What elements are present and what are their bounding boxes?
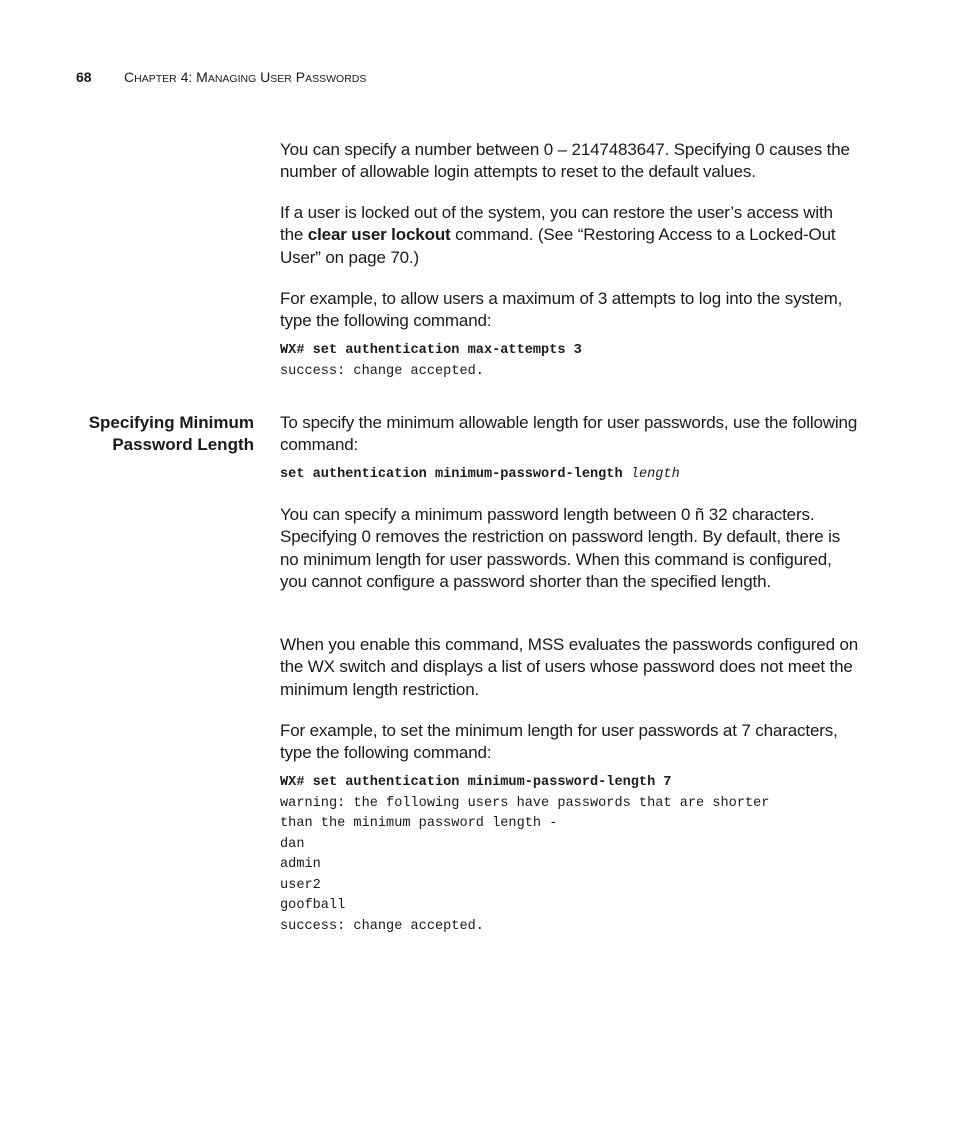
min-length-intro-paragraph: [280, 412, 860, 457]
page-number: 68: [76, 69, 92, 85]
command-syntax: [280, 465, 860, 486]
code-block-max-attempts: [280, 341, 860, 382]
syntax-line: set authentication minimum-password-length length: [280, 467, 680, 482]
body-paragraph: To specify the minimum allowable length for user passwords, use the following command:: [280, 413, 858, 455]
section-heading-line: Specifying Minimum: [88, 413, 254, 432]
body-paragraph: For example, to allow users a maximum of 3 attempts to log into the system, type the following command:: [280, 289, 843, 331]
code-output: success: change accepted.: [280, 363, 484, 379]
code-output-line: warning: the following users have passwords that are shorter: [280, 795, 770, 811]
max-attempts-range-paragraph: [280, 139, 860, 184]
max-attempts-example-paragraph: [280, 288, 860, 333]
code-output-line: success: change accepted.: [280, 918, 484, 934]
min-length-range-paragraph: [280, 504, 860, 593]
code-output-line: dan: [280, 836, 305, 852]
section-heading-line: Password Length: [112, 435, 254, 455]
chapter-title-part: HAPTER: [134, 73, 177, 85]
chapter-title-part: ASSWORDS: [305, 73, 367, 85]
code-output-line: admin: [280, 857, 321, 872]
syntax-argument: length: [630, 467, 680, 482]
command-name: clear user lockout: [307, 225, 451, 245]
chapter-title-part: U: [256, 69, 271, 85]
mss-evaluation-paragraph: [280, 634, 860, 701]
chapter-title-part: SER: [270, 73, 292, 85]
chapter-title-part: P: [291, 69, 306, 85]
chapter-title-part: 4: M: [176, 69, 208, 85]
code-output-line: goofball: [280, 898, 346, 913]
lockout-paragraph: [280, 202, 860, 269]
section-heading: [40, 412, 254, 457]
code-output-line: user2: [280, 877, 321, 893]
chapter-title: [124, 69, 366, 85]
body-paragraph: You can specify a minimum password length between 0 ñ 32 characters. Specifying 0 removes the restriction on password length. By default, there is no minimum length for user passwords. When this command is configured, you cannot configure a password shorter than the specified length.: [280, 505, 841, 591]
body-paragraph: You can specify a number between 0 – 2147483647. Specifying 0 causes the number of allowable login attempts to reset to the default values.: [280, 140, 850, 182]
running-header: [76, 67, 366, 89]
body-paragraph: When you enable this command, MSS evaluates the passwords configured on the WX switch and displays a list of users whose password does not meet the minimum length restriction.: [280, 635, 859, 699]
code-block-min-length: [280, 773, 860, 937]
chapter-title-part: C: [124, 69, 135, 85]
code-output-line: than the minimum password length -: [280, 816, 558, 831]
body-paragraph: For example, to set the minimum length for user passwords at 7 characters, type the following command:: [280, 721, 838, 763]
code-command: WX# set authentication max-attempts 3: [280, 343, 582, 358]
min-length-example-paragraph: [280, 720, 860, 765]
code-command: WX# set authentication minimum-password-length 7: [280, 775, 672, 790]
body-paragraph: If a user is locked out of the system, you can restore the user’s access with the clear user lockout command. (See “Restoring Access to a Locked-Out User” on page 70.): [280, 203, 836, 267]
chapter-title-part: ANAGING: [207, 73, 257, 85]
